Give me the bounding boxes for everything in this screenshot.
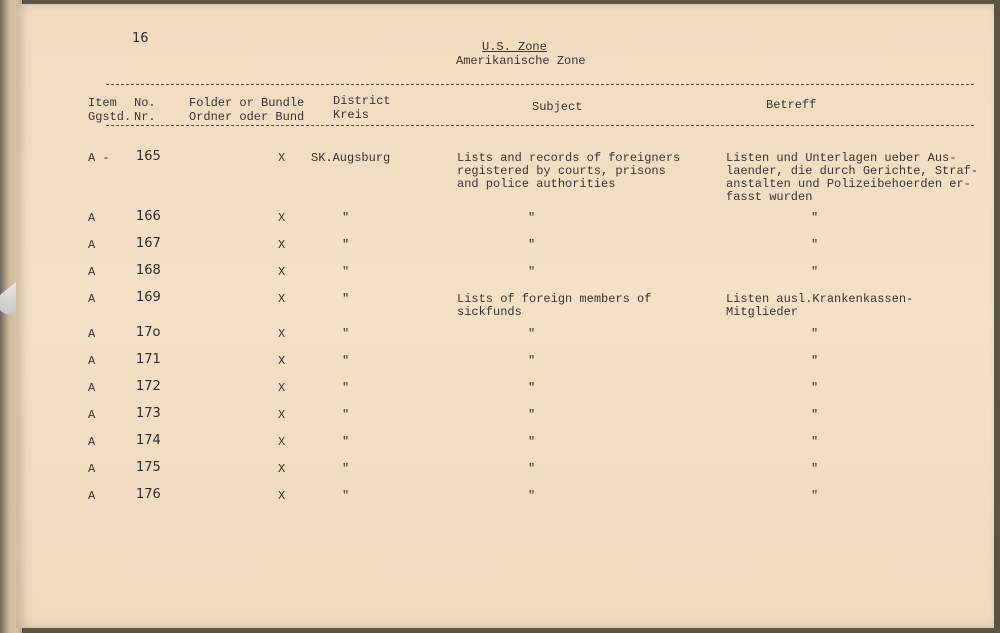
betreff-line: " (811, 381, 819, 395)
district-cell: " (342, 354, 350, 368)
betreff-line: " (811, 354, 819, 368)
header-bottom-rule (106, 125, 974, 126)
item-number: 17o (136, 325, 161, 340)
header-betreff: Betreff (766, 98, 817, 112)
betreff-line: " (811, 238, 819, 252)
subject-line: " (528, 211, 536, 225)
header-no-de: Nr. (134, 110, 156, 124)
item-number: 171 (136, 352, 161, 367)
betreff-line: Listen und Unterlagen ueber Aus- (726, 151, 957, 165)
item-number: 165 (136, 149, 161, 164)
item-code: A (88, 408, 96, 422)
folder-mark: X (278, 462, 286, 476)
item-code: A (88, 435, 96, 449)
betreff-line: fasst wurden (726, 190, 813, 204)
betreff-line: " (811, 265, 819, 279)
subject-line: Lists of foreign members of (457, 292, 652, 306)
subject-line: Lists and records of foreigners (457, 151, 681, 165)
item-number: 169 (136, 290, 161, 305)
betreff-line: Mitglieder (726, 305, 799, 319)
item-number: 172 (136, 379, 161, 394)
header-top-rule (106, 84, 974, 85)
item-number: 174 (136, 433, 161, 448)
subject-line: sickfunds (457, 305, 522, 319)
district-cell: " (342, 489, 350, 503)
page-number: 16 (132, 31, 149, 46)
folder-mark: X (278, 354, 286, 368)
item-number: 176 (136, 487, 161, 502)
item-code: A (88, 292, 96, 306)
district-cell: SK.Augsburg (311, 151, 391, 165)
header-item-en: Item (88, 96, 117, 110)
folder-mark: X (278, 327, 286, 341)
item-number: 173 (136, 406, 161, 421)
folder-mark: X (278, 489, 286, 503)
item-number: 175 (136, 460, 161, 475)
subject-line: " (528, 489, 536, 503)
header-folder-en: Folder or Bundle (189, 96, 305, 110)
folder-mark: X (278, 151, 286, 165)
folder-mark: X (278, 381, 286, 395)
betreff-line: anstalten und Polizeibehoerden er- (726, 177, 971, 191)
subject-line: " (528, 381, 536, 395)
subject-line: " (528, 408, 536, 422)
folder-mark: X (278, 211, 286, 225)
subject-line: registered by courts, prisons (457, 164, 666, 178)
district-cell: " (342, 435, 350, 449)
header-item-de: Ggstd. (88, 110, 132, 124)
subject-line: " (528, 462, 536, 476)
item-code: A (88, 265, 96, 279)
item-number: 167 (136, 236, 161, 251)
subject-line: and police authorities (457, 177, 616, 191)
folder-mark: X (278, 435, 286, 449)
subject-line: " (528, 435, 536, 449)
betreff-line: laender, die durch Gerichte, Straf- (726, 164, 979, 178)
header-folder-de: Ordner oder Bund (189, 110, 305, 124)
district-cell: " (342, 327, 350, 341)
subject-line: " (528, 265, 536, 279)
header-district-de: Kreis (333, 108, 370, 122)
header-no-en: No. (134, 96, 156, 110)
district-cell: " (342, 265, 350, 279)
item-code: A - (88, 151, 110, 165)
subject-line: " (528, 327, 536, 341)
betreff-line: " (811, 435, 819, 449)
header-district-en: District (333, 94, 391, 108)
subject-line: " (528, 238, 536, 252)
folder-mark: X (278, 292, 286, 306)
folder-mark: X (278, 238, 286, 252)
subject-line: " (528, 354, 536, 368)
betreff-line: " (811, 462, 819, 476)
item-code: A (88, 211, 96, 225)
item-code: A (88, 327, 96, 341)
district-cell: " (342, 408, 350, 422)
folder-mark: X (278, 265, 286, 279)
betreff-line: " (811, 408, 819, 422)
betreff-line: Listen ausl.Krankenkassen- (726, 292, 914, 306)
item-code: A (88, 238, 96, 252)
zone-subtitle: Amerikanische Zone (456, 54, 586, 68)
betreff-line: " (811, 327, 819, 341)
header-subject: Subject (532, 100, 583, 114)
district-cell: " (342, 292, 350, 306)
folder-mark: X (278, 408, 286, 422)
item-number: 168 (136, 263, 161, 278)
district-cell: " (342, 381, 350, 395)
district-cell: " (342, 238, 350, 252)
item-code: A (88, 462, 96, 476)
betreff-line: " (811, 489, 819, 503)
betreff-line: " (811, 211, 819, 225)
document-page (16, 4, 994, 628)
district-cell: " (342, 211, 350, 225)
district-cell: " (342, 462, 350, 476)
item-code: A (88, 354, 96, 368)
item-code: A (88, 381, 96, 395)
item-code: A (88, 489, 96, 503)
zone-title: U.S. Zone (482, 40, 547, 54)
item-number: 166 (136, 209, 161, 224)
